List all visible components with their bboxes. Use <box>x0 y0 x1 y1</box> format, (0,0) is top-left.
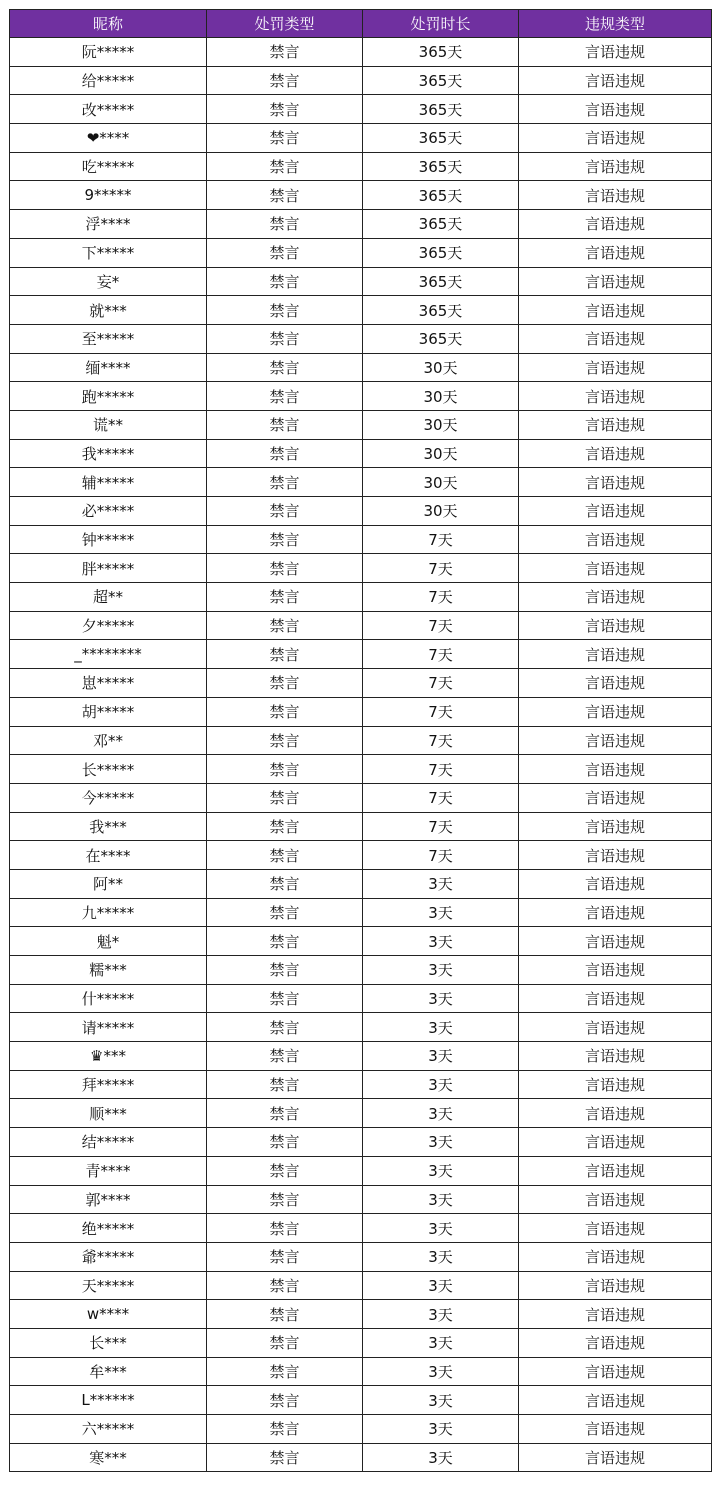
cell-violation-type: 言语违规 <box>519 1328 712 1357</box>
table-row <box>10 611 712 640</box>
cell-penalty-type: 禁言 <box>207 812 363 841</box>
cell-violation-type: 言语违规 <box>519 497 712 526</box>
cell-nickname: 在**** <box>10 841 207 870</box>
cell-penalty-type: 禁言 <box>207 497 363 526</box>
cell-penalty-duration: 30天 <box>363 439 519 468</box>
cell-nickname: 崽***** <box>10 669 207 698</box>
cell-violation-type: 言语违规 <box>519 898 712 927</box>
cell-violation-type: 言语违规 <box>519 755 712 784</box>
table-row <box>10 296 712 325</box>
table-row <box>10 152 712 181</box>
cell-penalty-type: 禁言 <box>207 1300 363 1329</box>
cell-nickname: _******** <box>10 640 207 669</box>
cell-violation-type: 言语违规 <box>519 554 712 583</box>
cell-violation-type: 言语违规 <box>519 468 712 497</box>
table-row <box>10 382 712 411</box>
cell-penalty-duration: 3天 <box>363 1070 519 1099</box>
cell-penalty-type: 禁言 <box>207 1042 363 1071</box>
cell-penalty-duration: 30天 <box>363 410 519 439</box>
cell-penalty-duration: 365天 <box>363 124 519 153</box>
cell-penalty-type: 禁言 <box>207 439 363 468</box>
cell-nickname: ❤**** <box>10 124 207 153</box>
cell-penalty-duration: 3天 <box>363 1271 519 1300</box>
table-row <box>10 95 712 124</box>
cell-violation-type: 言语违规 <box>519 1415 712 1444</box>
cell-violation-type: 言语违规 <box>519 956 712 985</box>
cell-violation-type: 言语违规 <box>519 296 712 325</box>
cell-violation-type: 言语违规 <box>519 1185 712 1214</box>
cell-penalty-type: 禁言 <box>207 898 363 927</box>
cell-penalty-type: 禁言 <box>207 1415 363 1444</box>
table-row <box>10 238 712 267</box>
cell-nickname: 下***** <box>10 238 207 267</box>
table-row <box>10 1099 712 1128</box>
table-row <box>10 324 712 353</box>
table-row <box>10 956 712 985</box>
cell-violation-type: 言语违规 <box>519 152 712 181</box>
cell-penalty-duration: 3天 <box>363 956 519 985</box>
table-row <box>10 583 712 612</box>
cell-violation-type: 言语违规 <box>519 697 712 726</box>
cell-violation-type: 言语违规 <box>519 124 712 153</box>
cell-penalty-duration: 365天 <box>363 38 519 67</box>
table-row <box>10 1271 712 1300</box>
cell-violation-type: 言语违规 <box>519 640 712 669</box>
table-row <box>10 812 712 841</box>
cell-penalty-type: 禁言 <box>207 1099 363 1128</box>
cell-penalty-type: 禁言 <box>207 210 363 239</box>
cell-penalty-duration: 365天 <box>363 152 519 181</box>
cell-nickname: 拜***** <box>10 1070 207 1099</box>
table-body <box>10 38 712 1472</box>
cell-violation-type: 言语违规 <box>519 1099 712 1128</box>
header-row <box>10 10 712 38</box>
cell-violation-type: 言语违规 <box>519 267 712 296</box>
table-row <box>10 353 712 382</box>
cell-penalty-duration: 3天 <box>363 1300 519 1329</box>
cell-penalty-duration: 3天 <box>363 1013 519 1042</box>
cell-nickname: 辅***** <box>10 468 207 497</box>
cell-nickname: 什***** <box>10 984 207 1013</box>
table-row <box>10 1386 712 1415</box>
cell-violation-type: 言语违规 <box>519 1242 712 1271</box>
table-row <box>10 726 712 755</box>
cell-violation-type: 言语违规 <box>519 1271 712 1300</box>
cell-nickname: 长*** <box>10 1328 207 1357</box>
cell-penalty-type: 禁言 <box>207 1156 363 1185</box>
cell-violation-type: 言语违规 <box>519 525 712 554</box>
cell-penalty-type: 禁言 <box>207 956 363 985</box>
cell-nickname: 胡***** <box>10 697 207 726</box>
cell-penalty-type: 禁言 <box>207 1357 363 1386</box>
cell-penalty-type: 禁言 <box>207 869 363 898</box>
cell-violation-type: 言语违规 <box>519 238 712 267</box>
cell-violation-type: 言语违规 <box>519 984 712 1013</box>
cell-penalty-duration: 365天 <box>363 181 519 210</box>
cell-violation-type: 言语违规 <box>519 1070 712 1099</box>
cell-nickname: 9***** <box>10 181 207 210</box>
cell-penalty-type: 禁言 <box>207 583 363 612</box>
cell-penalty-type: 禁言 <box>207 525 363 554</box>
cell-nickname: 妄* <box>10 267 207 296</box>
cell-penalty-duration: 3天 <box>363 1415 519 1444</box>
cell-penalty-duration: 365天 <box>363 66 519 95</box>
cell-nickname: 吃***** <box>10 152 207 181</box>
cell-penalty-type: 禁言 <box>207 1443 363 1472</box>
cell-nickname: w**** <box>10 1300 207 1329</box>
cell-violation-type: 言语违规 <box>519 669 712 698</box>
cell-penalty-type: 禁言 <box>207 1128 363 1157</box>
cell-violation-type: 言语违规 <box>519 927 712 956</box>
table-row <box>10 669 712 698</box>
cell-violation-type: 言语违规 <box>519 1214 712 1243</box>
cell-penalty-type: 禁言 <box>207 927 363 956</box>
cell-penalty-duration: 365天 <box>363 238 519 267</box>
cell-violation-type: 言语违规 <box>519 353 712 382</box>
cell-penalty-type: 禁言 <box>207 1271 363 1300</box>
cell-penalty-type: 禁言 <box>207 38 363 67</box>
table-row <box>10 439 712 468</box>
cell-violation-type: 言语违规 <box>519 841 712 870</box>
table-row <box>10 869 712 898</box>
table-row <box>10 783 712 812</box>
cell-penalty-type: 禁言 <box>207 669 363 698</box>
cell-nickname: 郭**** <box>10 1185 207 1214</box>
cell-nickname: 阿** <box>10 869 207 898</box>
cell-nickname: 邓** <box>10 726 207 755</box>
cell-violation-type: 言语违规 <box>519 38 712 67</box>
cell-violation-type: 言语违规 <box>519 726 712 755</box>
cell-nickname: 青**** <box>10 1156 207 1185</box>
cell-nickname: 就*** <box>10 296 207 325</box>
table-row <box>10 554 712 583</box>
cell-penalty-duration: 3天 <box>363 1099 519 1128</box>
table-row <box>10 1156 712 1185</box>
cell-penalty-duration: 30天 <box>363 468 519 497</box>
cell-penalty-type: 禁言 <box>207 353 363 382</box>
table-row <box>10 410 712 439</box>
cell-penalty-duration: 7天 <box>363 611 519 640</box>
cell-penalty-duration: 7天 <box>363 755 519 784</box>
table-row <box>10 697 712 726</box>
cell-nickname: 钟***** <box>10 525 207 554</box>
header-violation-type: 违规类型 <box>519 10 712 38</box>
cell-nickname: 我*** <box>10 812 207 841</box>
cell-penalty-duration: 7天 <box>363 669 519 698</box>
cell-penalty-type: 禁言 <box>207 755 363 784</box>
cell-nickname: ♛*** <box>10 1042 207 1071</box>
cell-violation-type: 言语违规 <box>519 812 712 841</box>
cell-penalty-duration: 3天 <box>363 1214 519 1243</box>
cell-nickname: 顺*** <box>10 1099 207 1128</box>
cell-penalty-duration: 30天 <box>363 382 519 411</box>
table-row <box>10 1070 712 1099</box>
table-row <box>10 898 712 927</box>
cell-violation-type: 言语违规 <box>519 583 712 612</box>
cell-penalty-duration: 7天 <box>363 841 519 870</box>
cell-nickname: 浮**** <box>10 210 207 239</box>
table-row <box>10 1357 712 1386</box>
cell-violation-type: 言语违规 <box>519 869 712 898</box>
cell-penalty-duration: 3天 <box>363 1242 519 1271</box>
cell-penalty-duration: 3天 <box>363 927 519 956</box>
cell-nickname: 给***** <box>10 66 207 95</box>
cell-penalty-duration: 3天 <box>363 898 519 927</box>
cell-penalty-type: 禁言 <box>207 66 363 95</box>
cell-penalty-duration: 7天 <box>363 726 519 755</box>
table-row <box>10 181 712 210</box>
table-row <box>10 1300 712 1329</box>
cell-penalty-type: 禁言 <box>207 984 363 1013</box>
cell-nickname: 爺***** <box>10 1242 207 1271</box>
cell-violation-type: 言语违规 <box>519 95 712 124</box>
cell-penalty-type: 禁言 <box>207 1013 363 1042</box>
cell-nickname: 改***** <box>10 95 207 124</box>
cell-violation-type: 言语违规 <box>519 1357 712 1386</box>
cell-penalty-duration: 7天 <box>363 697 519 726</box>
cell-penalty-type: 禁言 <box>207 324 363 353</box>
cell-penalty-duration: 3天 <box>363 1128 519 1157</box>
table-row <box>10 124 712 153</box>
cell-penalty-duration: 3天 <box>363 869 519 898</box>
table-row <box>10 984 712 1013</box>
cell-nickname: 天***** <box>10 1271 207 1300</box>
cell-violation-type: 言语违规 <box>519 1300 712 1329</box>
cell-violation-type: 言语违规 <box>519 66 712 95</box>
table-row <box>10 640 712 669</box>
table-row <box>10 1128 712 1157</box>
cell-violation-type: 言语违规 <box>519 382 712 411</box>
cell-nickname: 至***** <box>10 324 207 353</box>
cell-penalty-duration: 30天 <box>363 353 519 382</box>
cell-nickname: 阮***** <box>10 38 207 67</box>
cell-penalty-type: 禁言 <box>207 267 363 296</box>
cell-nickname: 胖***** <box>10 554 207 583</box>
cell-nickname: 长***** <box>10 755 207 784</box>
cell-penalty-duration: 3天 <box>363 984 519 1013</box>
cell-penalty-type: 禁言 <box>207 1242 363 1271</box>
cell-penalty-type: 禁言 <box>207 611 363 640</box>
cell-penalty-type: 禁言 <box>207 468 363 497</box>
cell-nickname: 超** <box>10 583 207 612</box>
cell-penalty-type: 禁言 <box>207 410 363 439</box>
cell-penalty-type: 禁言 <box>207 124 363 153</box>
cell-penalty-type: 禁言 <box>207 841 363 870</box>
cell-penalty-duration: 365天 <box>363 95 519 124</box>
cell-penalty-duration: 365天 <box>363 296 519 325</box>
table-row <box>10 497 712 526</box>
cell-violation-type: 言语违规 <box>519 1128 712 1157</box>
cell-nickname: 谎** <box>10 410 207 439</box>
cell-nickname: 跑***** <box>10 382 207 411</box>
cell-penalty-duration: 3天 <box>363 1042 519 1071</box>
cell-penalty-duration: 7天 <box>363 554 519 583</box>
cell-penalty-duration: 3天 <box>363 1386 519 1415</box>
cell-penalty-type: 禁言 <box>207 1070 363 1099</box>
penalty-table <box>9 9 712 1472</box>
cell-nickname: 魁* <box>10 927 207 956</box>
cell-penalty-type: 禁言 <box>207 1185 363 1214</box>
table-row <box>10 1443 712 1472</box>
cell-violation-type: 言语违规 <box>519 181 712 210</box>
cell-penalty-duration: 365天 <box>363 324 519 353</box>
cell-penalty-duration: 3天 <box>363 1357 519 1386</box>
cell-penalty-type: 禁言 <box>207 697 363 726</box>
cell-nickname: 寒*** <box>10 1443 207 1472</box>
cell-penalty-duration: 7天 <box>363 640 519 669</box>
table-row <box>10 927 712 956</box>
cell-penalty-type: 禁言 <box>207 726 363 755</box>
table-row <box>10 1042 712 1071</box>
cell-penalty-type: 禁言 <box>207 238 363 267</box>
cell-penalty-duration: 3天 <box>363 1328 519 1357</box>
cell-penalty-duration: 7天 <box>363 525 519 554</box>
cell-violation-type: 言语违规 <box>519 324 712 353</box>
table-row <box>10 267 712 296</box>
table-header <box>10 10 712 38</box>
cell-penalty-type: 禁言 <box>207 1328 363 1357</box>
header-nickname: 昵称 <box>10 10 207 38</box>
cell-penalty-type: 禁言 <box>207 783 363 812</box>
cell-penalty-duration: 3天 <box>363 1156 519 1185</box>
cell-nickname: 牟*** <box>10 1357 207 1386</box>
cell-nickname: 夕***** <box>10 611 207 640</box>
table-row <box>10 1214 712 1243</box>
cell-violation-type: 言语违规 <box>519 1443 712 1472</box>
cell-violation-type: 言语违规 <box>519 783 712 812</box>
cell-penalty-duration: 7天 <box>363 783 519 812</box>
cell-violation-type: 言语违规 <box>519 410 712 439</box>
table-row <box>10 1185 712 1214</box>
table-row <box>10 755 712 784</box>
cell-nickname: 请***** <box>10 1013 207 1042</box>
cell-penalty-duration: 30天 <box>363 497 519 526</box>
cell-penalty-type: 禁言 <box>207 181 363 210</box>
table-row <box>10 1328 712 1357</box>
cell-penalty-type: 禁言 <box>207 1386 363 1415</box>
cell-penalty-type: 禁言 <box>207 296 363 325</box>
cell-violation-type: 言语违规 <box>519 1156 712 1185</box>
cell-violation-type: 言语违规 <box>519 1013 712 1042</box>
cell-nickname: 六***** <box>10 1415 207 1444</box>
cell-penalty-type: 禁言 <box>207 640 363 669</box>
cell-penalty-duration: 7天 <box>363 812 519 841</box>
cell-nickname: 缅**** <box>10 353 207 382</box>
cell-penalty-duration: 3天 <box>363 1443 519 1472</box>
cell-nickname: 绝***** <box>10 1214 207 1243</box>
cell-penalty-duration: 3天 <box>363 1185 519 1214</box>
cell-nickname: L****** <box>10 1386 207 1415</box>
header-penalty-type: 处罚类型 <box>207 10 363 38</box>
table-row <box>10 468 712 497</box>
cell-violation-type: 言语违规 <box>519 439 712 468</box>
cell-penalty-type: 禁言 <box>207 152 363 181</box>
cell-violation-type: 言语违规 <box>519 611 712 640</box>
cell-nickname: 九***** <box>10 898 207 927</box>
cell-nickname: 必***** <box>10 497 207 526</box>
table-row <box>10 1013 712 1042</box>
table-row <box>10 210 712 239</box>
table-row <box>10 38 712 67</box>
cell-penalty-duration: 7天 <box>363 583 519 612</box>
table-row <box>10 841 712 870</box>
cell-nickname: 糯*** <box>10 956 207 985</box>
cell-penalty-type: 禁言 <box>207 382 363 411</box>
cell-penalty-duration: 365天 <box>363 267 519 296</box>
cell-penalty-duration: 365天 <box>363 210 519 239</box>
table-row <box>10 1415 712 1444</box>
cell-violation-type: 言语违规 <box>519 1042 712 1071</box>
cell-nickname: 今***** <box>10 783 207 812</box>
table-row <box>10 1242 712 1271</box>
table-row <box>10 66 712 95</box>
cell-nickname: 结***** <box>10 1128 207 1157</box>
cell-penalty-type: 禁言 <box>207 1214 363 1243</box>
cell-penalty-type: 禁言 <box>207 554 363 583</box>
header-penalty-duration: 处罚时长 <box>363 10 519 38</box>
cell-violation-type: 言语违规 <box>519 1386 712 1415</box>
cell-penalty-type: 禁言 <box>207 95 363 124</box>
cell-violation-type: 言语违规 <box>519 210 712 239</box>
cell-nickname: 我***** <box>10 439 207 468</box>
table-row <box>10 525 712 554</box>
